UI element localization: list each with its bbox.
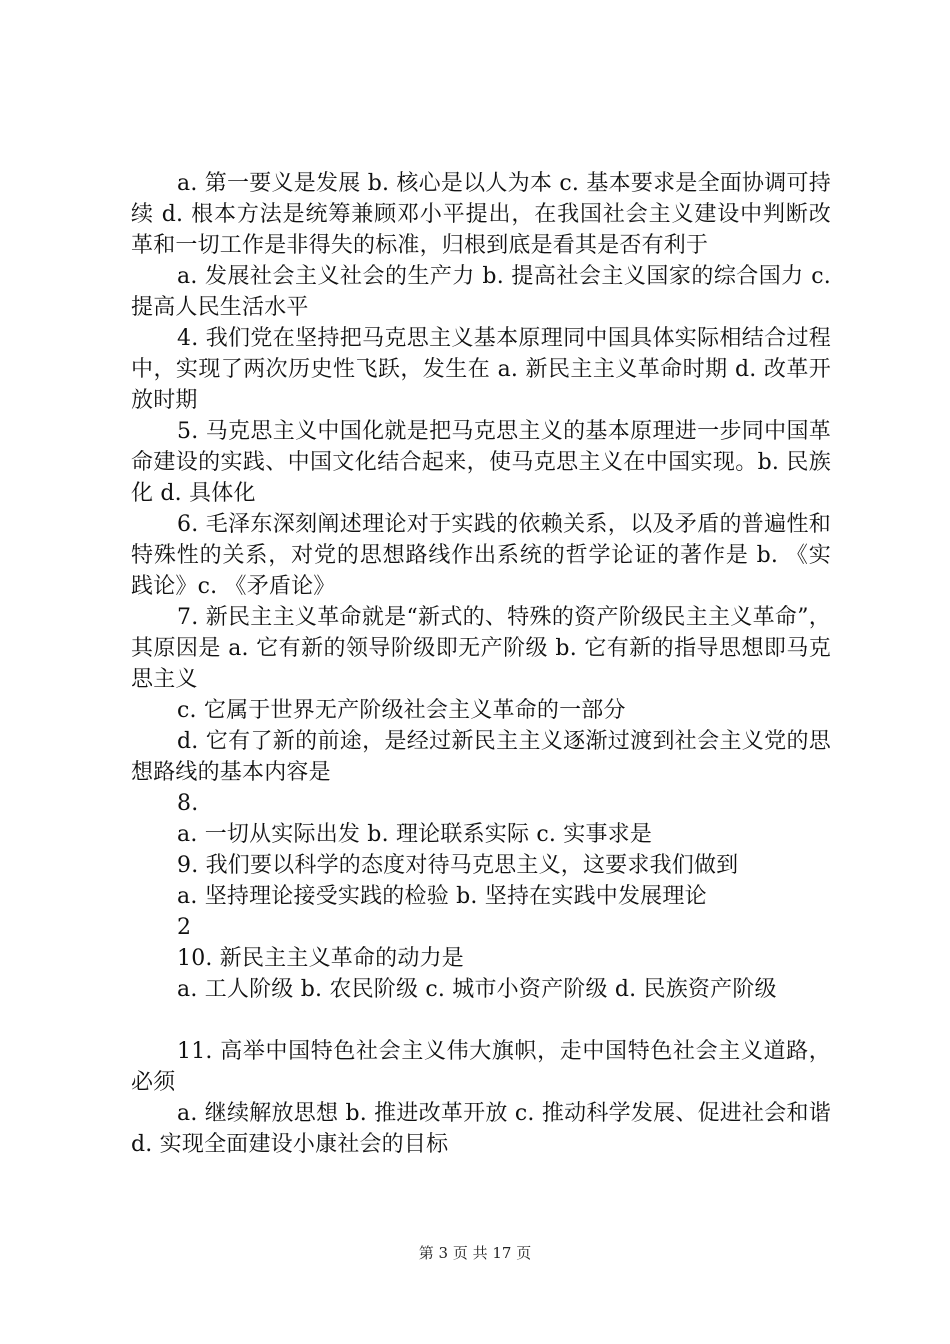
paragraph-question-7-option-d: d. 它有了新的前途，是经过新民主主义逐渐过渡到社会主义党的思想路线的基本内容是 bbox=[131, 729, 831, 785]
page-body bbox=[131, 168, 831, 1160]
paragraph-question-5: 5. 马克思主义中国化就是把马克思主义的基本原理进一步同中国革命建设的实践、中国文化结合起来，使马克思主义在中国实现。b. 民族化 d. 具体化 bbox=[131, 419, 831, 506]
paragraph-options-productivity: a. 发展社会主义社会的生产力 b. 提高社会主义国家的综合国力 c. 提高人民生活水平 bbox=[131, 264, 831, 320]
paragraph-question-6: 6. 毛泽东深刻阐述理论对于实践的依赖关系，以及矛盾的普遍性和特殊性的关系，对党的思想路线作出系统的哲学论证的著作是 b. 《实践论》c. 《矛盾论》 bbox=[131, 512, 831, 599]
paragraph-principles: a. 第一要义是发展 b. 核心是以人为本 c. 基本要求是全面协调可持续 d. 根本方法是统筹兼顾邓小平提出，在我国社会主义建设中判断改革和一切工作是非得失的标准，归根到底是看其是否有利于 bbox=[131, 171, 831, 258]
paragraph-question-4: 4. 我们党在坚持把马克思主义基本原理同中国具体实际相结合过程中，实现了两次历史性飞跃，发生在 a. 新民主主义革命时期 d. 改革开放时期 bbox=[131, 326, 831, 413]
paragraph-question-7: 7. 新民主主义革命就是“新式的、特殊的资产阶级民主主义革命”，其原因是 a. 它有新的领导阶级即无产阶级 b. 它有新的指导思想即马克思主义 bbox=[131, 605, 831, 692]
paragraph-question-7-option-c: c. 它属于世界无产阶级社会主义革命的一部分 bbox=[177, 698, 626, 723]
paragraph-question-8-options: a. 一切从实际出发 b. 理论联系实际 c. 实事求是 bbox=[177, 822, 653, 847]
paragraph-number-2: 2 bbox=[177, 915, 192, 940]
paragraph-question-8: 8. bbox=[177, 791, 199, 816]
paragraph-question-9-options: a. 坚持理论接受实践的检验 b. 坚持在实践中发展理论 bbox=[177, 884, 707, 909]
paragraph-question-10: 10. 新民主主义革命的动力是 bbox=[177, 946, 464, 971]
paragraph-question-9: 9. 我们要以科学的态度对待马克思主义，这要求我们做到 bbox=[177, 853, 739, 878]
page-footer: 第 3 页 共 17 页 bbox=[418, 1244, 532, 1262]
paragraph-question-11-options: a. 继续解放思想 b. 推进改革开放 c. 推动科学发展、促进社会和谐 d. 实现全面建设小康社会的目标 bbox=[131, 1101, 831, 1157]
paragraph-question-11: 11. 高举中国特色社会主义伟大旗帜，走中国特色社会主义道路，必须 bbox=[131, 1039, 831, 1095]
paragraph-question-10-options: a. 工人阶级 b. 农民阶级 c. 城市小资产阶级 d. 民族资产阶级 bbox=[177, 977, 777, 1002]
